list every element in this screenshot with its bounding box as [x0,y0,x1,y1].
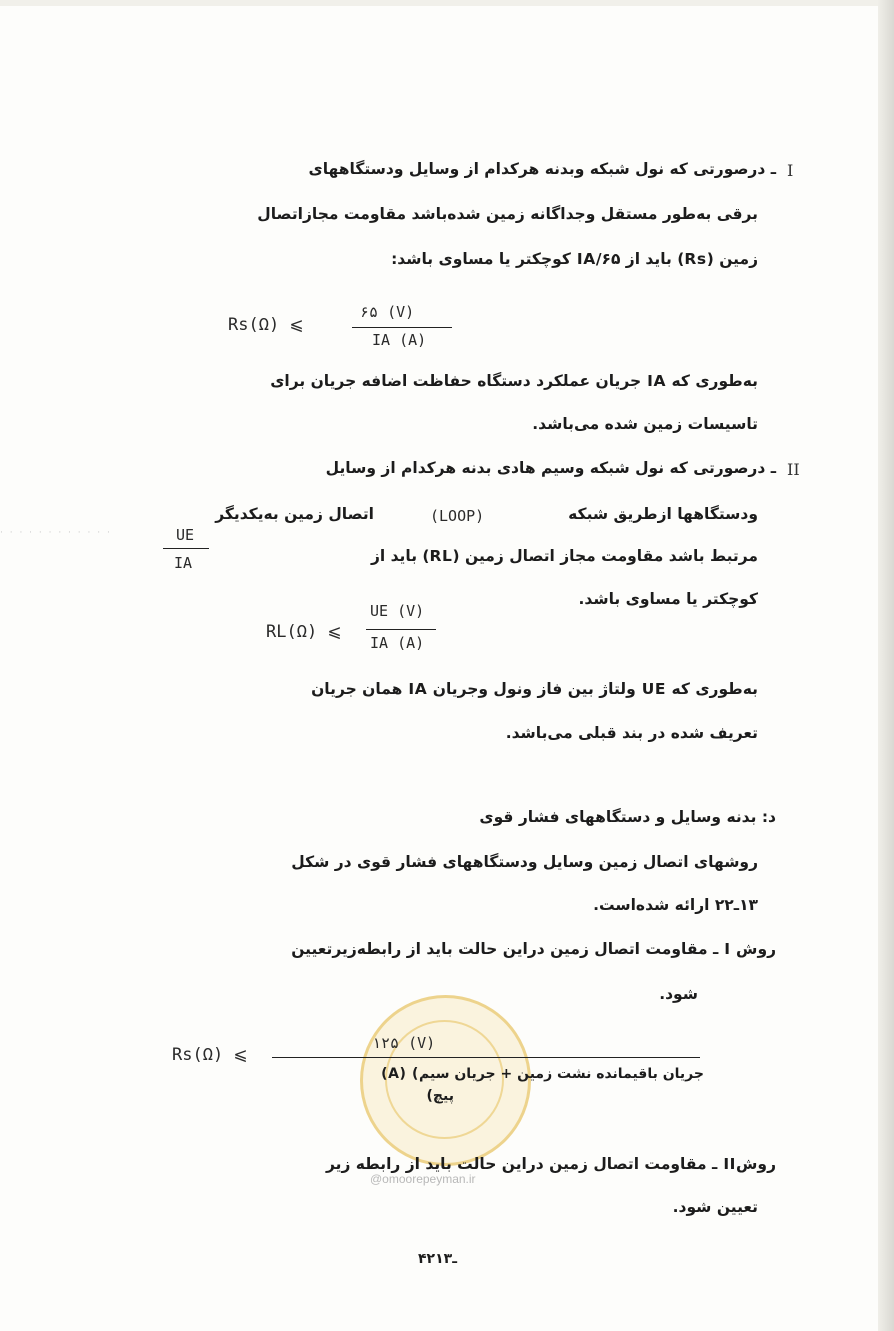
page-edge-top [0,0,894,6]
section-d-formula-num: ۱۲۵ (V) [372,1034,436,1052]
section-i-label: I [787,161,794,180]
section-d-heading: د: بدنه وسایل و دستگاههای فشار قوی [479,808,776,826]
section-d-formula-den: (A) (جریان باقیمانده نشت زمین + جریان سیم [381,1066,704,1082]
section-ii-line1: ـ درصورتی که نول شبکه وسیم هادی بدنه هرکدام از وسایل [325,459,776,477]
page-number: ۴۲ـ۱۳ [418,1251,457,1267]
section-i-formula-left: Rs(Ω) ⩽ [228,315,304,335]
section-d-formula-left: Rs(Ω) ⩽ [172,1045,248,1065]
section-ii-line3: مرتبط باشد مقاومت مجاز اتصال زمین (RL) باید از [370,547,758,565]
section-i-formula-den: IA (A) [372,331,427,349]
section-i-formula-num: ۶۵ (V) [360,303,415,321]
section-d-method1-b: شود. [659,985,698,1003]
section-d-method2-b: تعیین شود. [672,1198,758,1216]
section-ii-fraction-bar [366,629,436,630]
section-ii-inline-fraction-bar [163,548,209,549]
section-d-fraction-bar [272,1057,700,1058]
section-d-line1: روشهای اتصال زمین وسایل ودستگاههای فشار قوی در شکل [291,853,758,871]
watermark-text: @omoorepeyman.ir [370,1172,476,1186]
section-ii-formula-num: UE (V) [370,602,425,620]
section-ii-formula-den: IA (A) [370,634,425,652]
section-i-line1: ـ درصورتی که نول شبکه وبدنه هرکدام از وسایل ودستگاههای [308,160,776,178]
section-ii-line2a: ودستگاهها ازطریق شبکه [568,505,758,523]
section-i-line3: زمین (Rs) باید از ۶۵/IA کوچکتر یا مساوی باشد: [391,250,758,268]
section-ii-inline-frac-num: UE [176,526,195,544]
section-ii-line2b: اتصال زمین به‌یکدیگر [215,505,374,523]
section-i-explain1: به‌طوری که IA جریان عملکرد دستگاه حفاظت اضافه جریان برای [270,372,758,390]
section-d-method2-a: روشII ـ مقاومت اتصال زمین دراین حالت باید از رابطه زیر [326,1155,776,1173]
section-ii-inline-frac-den: IA [174,554,193,572]
section-ii-line4: کوچکتر یا مساوی باشد. [578,590,758,608]
section-ii-loop: (LOOP) [430,507,485,525]
section-d-formula-den2: پیچ) [426,1088,454,1104]
page-edge-right [878,0,894,1331]
section-ii-explain2: تعریف شده در بند قبلی می‌باشد. [505,724,758,742]
section-d-line2: ۱۳ـ۲۲ ارائه شده‌است. [593,896,758,914]
section-i-explain2: تاسیسات زمین شده می‌باشد. [532,415,758,433]
section-ii-label: II [787,460,800,479]
section-i-fraction-bar [352,327,452,328]
section-i-line2: برقی به‌طور مستقل وجداگانه زمین شده‌باشد مقاومت مجازاتصال [257,205,758,223]
section-ii-explain1: به‌طوری که UE ولتاژ بین فاز ونول وجریان IA همان جریان [311,680,758,698]
section-d-method1-a: روش I ـ مقاومت اتصال زمین دراین حالت باید از رابطه‌زیرتعیین [291,940,776,958]
scan-dots: · · · · · · · · · · · · [0,528,112,538]
section-ii-formula-left: RL(Ω) ⩽ [266,622,342,642]
